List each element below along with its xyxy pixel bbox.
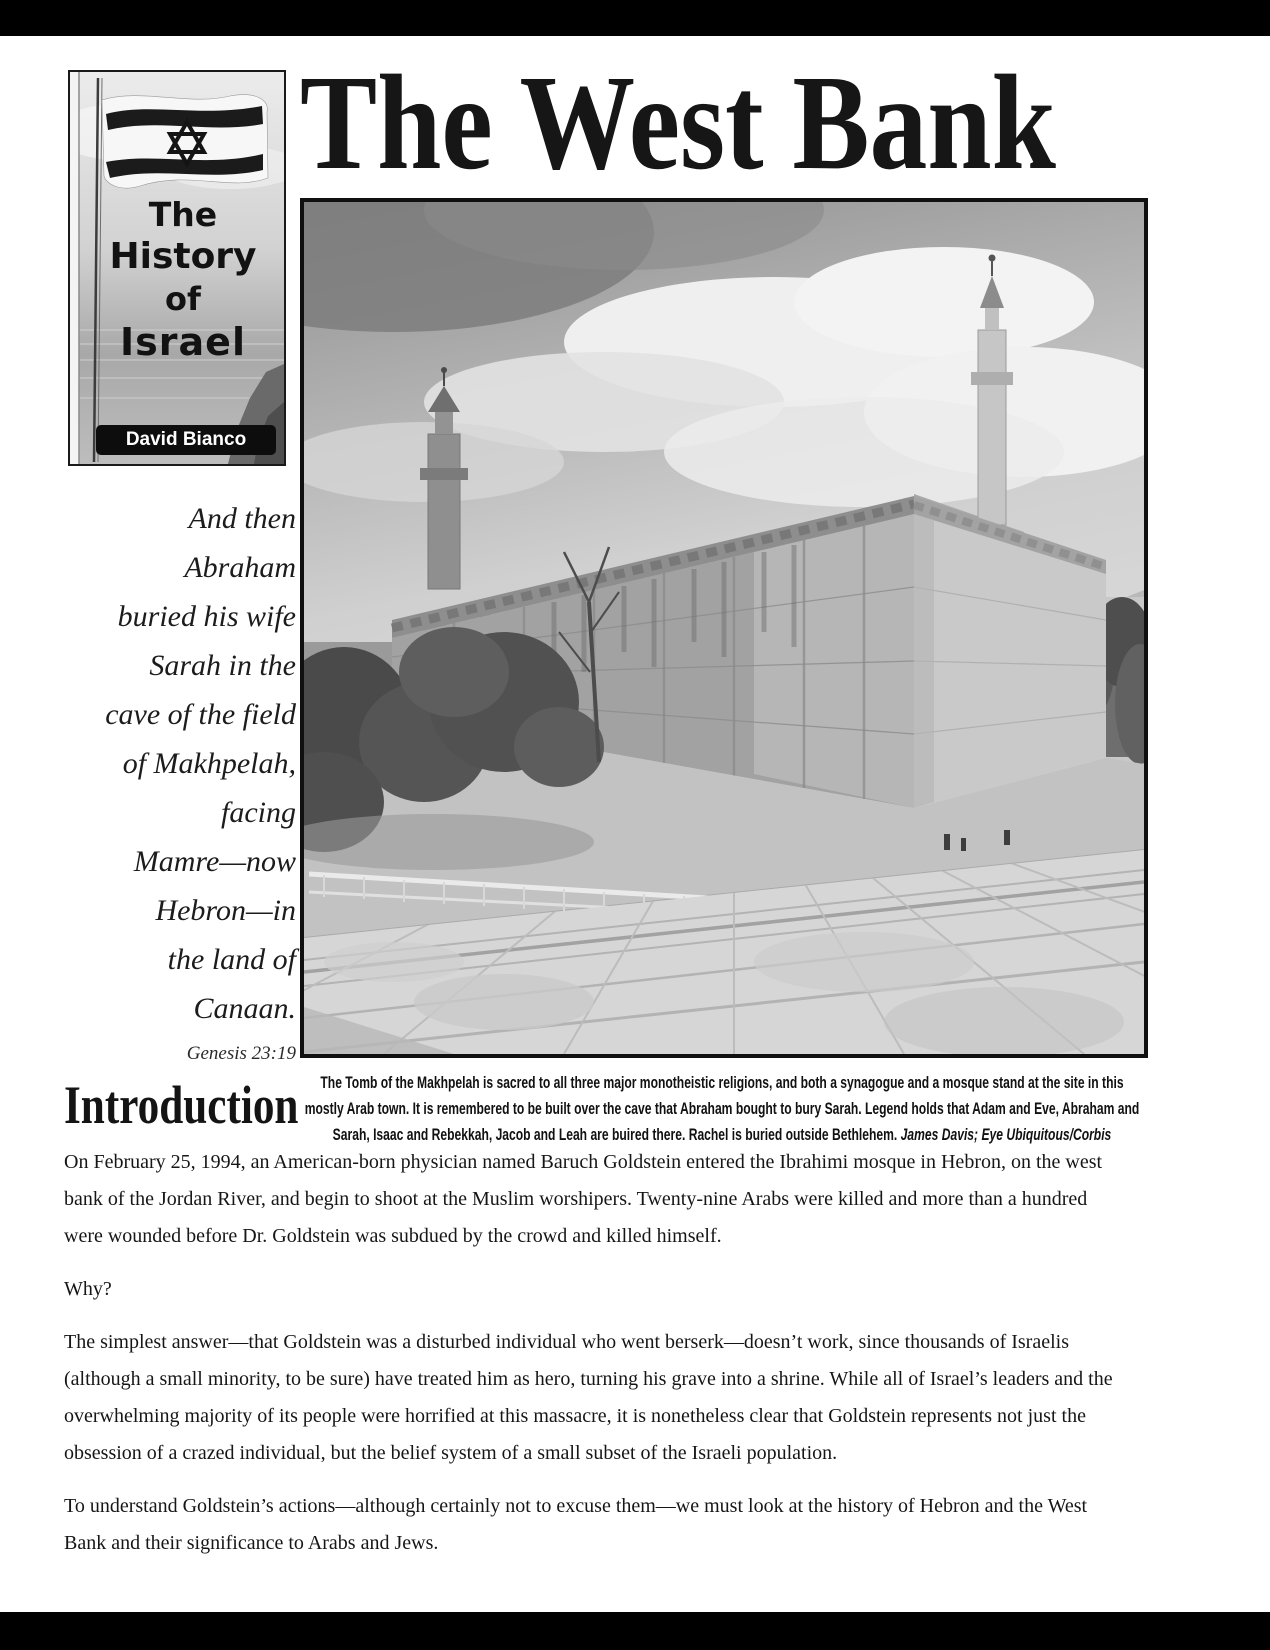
tomb-photo [300,198,1148,1058]
cover-title-line: History [109,236,257,277]
quote-line: buried his wife [117,600,296,633]
caption-text: The Tomb of the Makhpelah is sacred to all three major monotheistic religions, and both a synagogue and a mosque stand at the site in this mostly Arab town. It is remembered to be built over the cave that Abraham bought to bury Sarah. Legend holds that Adam and Eve, Abraham and Sarah, Isaac and Rebekkah, Jacob and Leah are buired there. Rachel is buried outside Bethlehem. [304,1074,1140,1144]
flag-icon [102,95,268,189]
photo-caption [300,1070,1144,1148]
quote-citation: Genesis 23:19 [186,1043,296,1064]
tomb-photo-illustration [304,202,1144,1054]
scripture-quote [50,494,296,1067]
bottom-black-bar [0,1612,1270,1650]
quote-line: facing [221,796,296,829]
paragraph: To understand Goldstein’s actions—although certainly not to excuse them—we must look at the history of Hebron and the West Bank and their significance to Arabs and Jews. [64,1495,1088,1554]
quote-line: the land of [167,943,296,976]
quote-line: cave of the field [105,698,296,731]
quote-line: of Makhpelah, [122,747,296,780]
cover-title-line: The [148,195,218,234]
quote-line: Hebron—in [155,894,296,927]
cover-spine [70,72,79,464]
introduction-body [64,1144,1116,1578]
top-black-bar [0,0,1270,36]
section-heading: Introduction [64,1075,299,1135]
quote-line: Canaan. [193,992,296,1025]
book-cover [68,70,286,466]
paragraph: The simplest answer—that Goldstein was a disturbed individual who went berserk—doesn’t work, since thousands of Israelis (although a small minority, to be sure) have treated him as hero, turning his grave into a shrine. While all of Israel’s leaders and the overwhelming majority of its people were horrified at this massacre, it is nonetheless clear that Goldstein represents not just the obsession of a crazed individual, but the belief system of a small subset of the Israeli population. [64,1331,1113,1464]
quote-line: Sarah in the [149,649,296,682]
page-title: The West Bank [300,48,1056,198]
quote-line: Mamre—now [133,845,296,878]
cover-author-badge: David Bianco [96,425,276,455]
paragraph: On February 25, 1994, an American-born physician named Baruch Goldstein entered the Ibrahimi mosque in Hebron, on the west bank of the Jordan River, and begin to shoot at the Muslim worshipers. Twenty-nine Arabs were killed and more than a hundred were wounded before Dr. Goldstein was subdued by the crowd and killed himself. [64,1151,1103,1247]
cover-title-line: of [165,280,201,318]
quote-line: Abraham [184,551,296,584]
photo-credit: James Davis; Eye Ubiquitous/Corbis [900,1126,1112,1144]
cover-title-line: Israel [120,320,246,364]
quote-line: And then [188,502,296,535]
cover-series-title [88,195,278,364]
paragraph: Why? [64,1278,112,1300]
